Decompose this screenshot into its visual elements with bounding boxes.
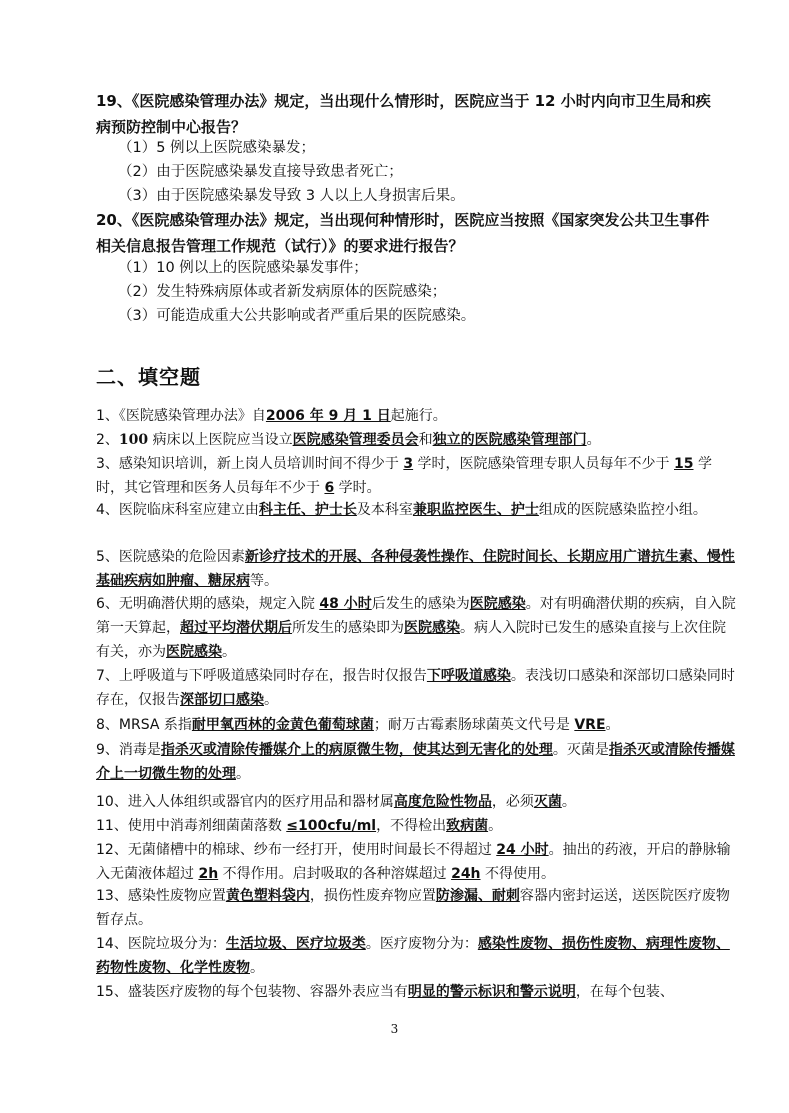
question-20-item-1: （1）10 例以上的医院感染暴发事件；: [118, 260, 368, 276]
answer: 感染性废物、损伤性废物、病理性废物、药物性废物、化学性废物: [96, 936, 730, 976]
fill-item-5: 5、医院感染的危险因素新诊疗技术的开展、各种侵袭性操作、住院时间长、长期应用广谱抗生素、慢性基础疾病如肿瘤、糖尿病等。: [96, 549, 735, 589]
answer: 新诊疗技术的开展、各种侵袭性操作、住院时间长、长期应用广谱抗生素、慢性基础疾病如肿瘤、糖尿病: [96, 549, 735, 589]
answer: 2h: [198, 866, 219, 882]
fill-item-2: 2、100 病床以上医院应当设立医院感染管理委员会和独立的医院感染管理部门。: [96, 432, 601, 448]
answer: 深部切口感染: [180, 692, 264, 708]
answer: 黄色塑料袋内: [225, 888, 310, 904]
answer: 明显的警示标识和警示说明: [407, 984, 576, 1000]
fill-item-6: 6、无明确潜伏期的感染，规定入院 48 小时后发生的感染为医院感染。对有明确潜伏期的疾病，自入院第一天算起，超过平均潜伏期后所发生的感染即为医院感染。病人入院时已发生的感染直接与上次住院有关，亦为医院感染。: [96, 596, 736, 660]
answer: 24 小时: [496, 842, 549, 858]
answer: 医院感染管理委员会: [292, 432, 419, 448]
question-19-item-2: （2）由于医院感染暴发直接导致患者死亡；: [118, 164, 403, 180]
answer: 医院感染: [469, 596, 526, 612]
fill-item-11: 11、使用中消毒剂细菌菌落数 ≤100cfu/ml，不得检出致病菌。: [96, 818, 503, 834]
question-20-title: [96, 207, 736, 259]
fill-item-12: 12、无菌储槽中的棉球、纱布一经打开，使用时间最长不得超过 24 小时。抽出的药液，开启的静脉输入无菌液体超过 2h 不得作用。启封吸取的各种溶媒超过 24h 不得使用。: [96, 842, 731, 882]
question-19-item-1: （1）5 例以上医院感染暴发；: [118, 140, 316, 156]
answer: 24h: [451, 866, 481, 882]
answer: 超过平均潜伏期后: [180, 620, 292, 636]
answer: 医院感染: [166, 644, 222, 660]
question-19-title-line-2: 病预防控制中心报告？: [96, 118, 247, 136]
answer: 医院感染: [404, 620, 460, 636]
answer: 独立的医院感染管理部门: [432, 432, 587, 448]
question-20-title-line-2: 相关信息报告管理工作规范（试行）》的要求进行报告？: [96, 237, 464, 255]
answer: VRE: [574, 717, 606, 733]
answer: 致病菌: [446, 818, 489, 834]
answer: 下呼吸道感染: [426, 668, 511, 684]
question-20-item-3: （3）可能造成重大公共影响或者严重后果的医院感染。: [118, 308, 476, 324]
answer: 6: [324, 480, 335, 496]
fill-item-15: 15、盛装医疗废物的每个包装物、容器外表应当有明显的警示标识和警示说明，在每个包装、: [96, 984, 674, 1000]
fill-item-13: 13、感染性废物应置黄色塑料袋内，损伤性废弃物应置防渗漏、耐刺容器内密封运送，送医院医疗废物暂存点。: [96, 888, 730, 928]
fill-item-9: 9、消毒是指杀灭或清除传播媒介上的病原微生物，使其达到无害化的处理。灭菌是指杀灭或清除传播媒介上一切微生物的处理。: [96, 742, 735, 782]
answer: 48 小时: [319, 596, 372, 612]
fill-item-1: 1、《医院感染管理办法》自2006 年 9 月 1 日起施行。: [96, 408, 447, 424]
answer: 2006 年 9 月 1 日: [265, 408, 391, 424]
question-19-title: [96, 88, 736, 140]
answer: 防渗漏、耐刺: [435, 888, 520, 904]
fill-item-4: 4、医院临床科室应建立由科主任、护士长及本科室兼职监控医生、护士组成的医院感染监控小组。: [96, 502, 707, 518]
answer: 灭菌: [533, 794, 562, 810]
fill-item-7: 7、上呼吸道与下呼吸道感染同时存在，报告时仅报告下呼吸道感染。表浅切口感染和深部切口感染同时存在，仅报告深部切口感染。: [96, 668, 735, 708]
fill-item-3: 3、感染知识培训，新上岗人员培训时间不得少于 3 学时，医院感染管理专职人员每年不少于 15 学时，其它管理和医务人员每年不少于 6 学时。: [96, 456, 712, 496]
question-19-item-3: （3）由于医院感染暴发导致 3 人以上人身损害后果。: [118, 188, 465, 204]
answer: 兼职监控医生、护士: [412, 502, 539, 518]
question-20-title-line-1: 20、《医院感染管理办法》规定，当出现何种情形时，医院应当按照《国家突发公共卫生事件: [96, 211, 710, 229]
section-heading: 二、填空题: [96, 365, 201, 389]
question-19-title-line-1: 19、《医院感染管理办法》规定，当出现什么情形时，医院应当于 12 小时内向市卫生局和疾: [96, 92, 711, 110]
question-20-item-2: （2）发生特殊病原体或者新发病原体的医院感染；: [118, 284, 447, 300]
page-number: 3: [390, 1022, 399, 1036]
answer: 科主任、护士长: [258, 502, 357, 518]
fill-item-14: 14、医院垃圾分为：生活垃圾、医疗垃圾类。医疗废物分为：感染性废物、损伤性废物、病理性废物、药物性废物、化学性废物。: [96, 936, 730, 976]
answer: 15: [674, 456, 694, 472]
answer: 耐甲氧西林的金黄色葡萄球菌: [191, 717, 374, 733]
answer: 指杀灭或清除传播媒介上的病原微生物，使其达到无害化的处理: [160, 742, 553, 758]
answer: 指杀灭或清除传播媒介上一切微生物的处理: [96, 742, 735, 782]
answer: 高度危险性物品: [393, 794, 492, 810]
answer: 生活垃圾、医疗垃圾类: [225, 936, 366, 952]
answer: ≤100cfu/ml: [286, 818, 377, 834]
fill-item-8: 8、MRSA 系指耐甲氧西林的金黄色葡萄球菌；耐万古霉素肠球菌英文代号是 VRE。: [96, 717, 620, 733]
fill-item-10: 10、进入人体组织或器官内的医疗用品和器材属高度危险性物品，必须灭菌。: [96, 794, 576, 810]
answer: 3: [403, 456, 414, 472]
